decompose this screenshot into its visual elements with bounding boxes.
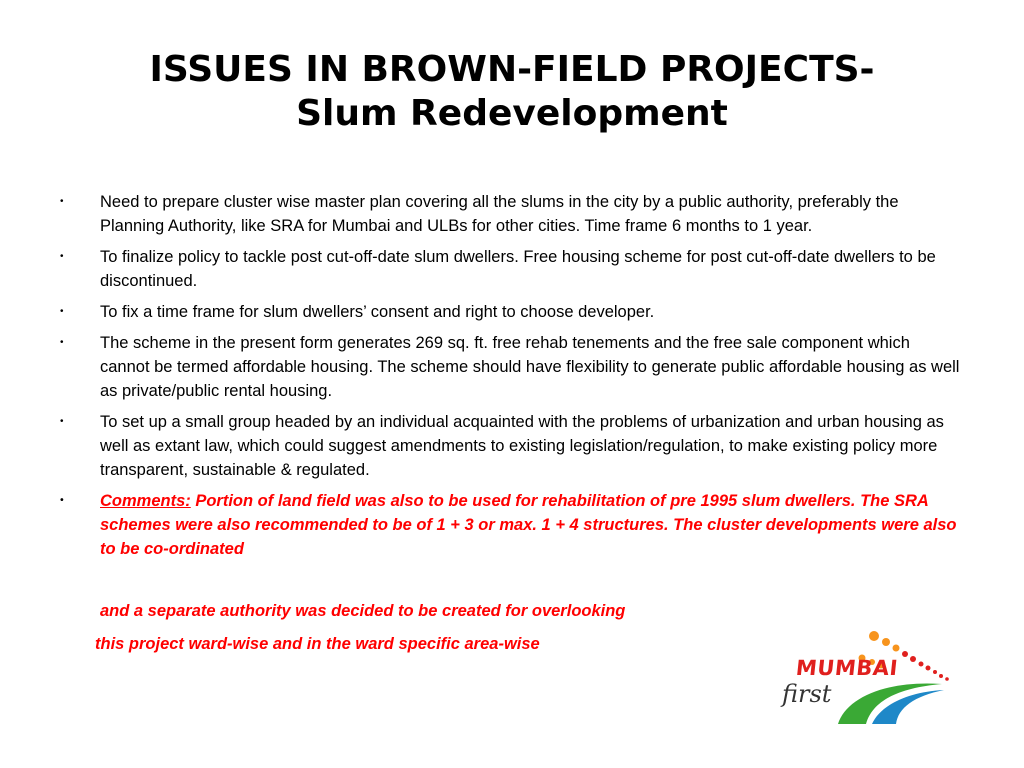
comment-text: Portion of land field was also to be used for rehabilitation of pre 1995 slum dwellers. The SRA schemes were also recommended to be of 1 + 3 or max. 1 + 4 structures. The cluster developments were also to be co-ordinated <box>100 492 957 558</box>
bullet-text: To finalize policy to tackle post cut-off-date slum dwellers. Free housing scheme for post cut-off-date dwellers to be discontinued. <box>100 248 936 290</box>
bullet-dot: • <box>60 416 64 427</box>
bullet-text: To set up a small group headed by an individual acquainted with the problems of urbanization and urban housing as well as extant law, which could suggest amendments to existing legislation/regulation, to make existing policy more transparent, sustainable & regulated. <box>100 413 944 479</box>
bullet-text: To fix a time frame for slum dwellers’ consent and right to choose developer. <box>100 303 655 321</box>
bullet-text: The scheme in the present form generates 269 sq. ft. free rehab tenements and the free sale component which cannot be termed affordable housing. The scheme should have flexibility to generate public affordable housing as well as private/public rental housing. <box>100 334 960 400</box>
mumbai-first-logo <box>776 628 956 728</box>
bullet-item <box>0 300 962 324</box>
bullet-text: Need to prepare cluster wise master plan covering all the slums in the city by a public authority, preferably the Planning Authority, like SRA for Mumbai and ULBs for other cities. Time frame 6 months to 1 year. <box>100 193 899 235</box>
bullet-item <box>0 245 962 293</box>
comment-continuation-2: this project ward-wise and in the ward specific area-wise <box>95 635 540 653</box>
comment-continuation-1: and a separate authority was decided to be created for overlooking <box>100 602 626 620</box>
title-line-2: Slum Redevelopment <box>296 93 728 134</box>
bullet-dot: • <box>60 251 64 262</box>
slide-title <box>0 48 1024 136</box>
title-line-1: ISSUES IN BROWN-FIELD PROJECTS- <box>149 49 875 90</box>
comment-label: Comments: <box>100 492 191 510</box>
logo-subword: first <box>782 680 832 708</box>
bullet-item <box>0 331 962 403</box>
bullet-item <box>0 410 962 482</box>
bullet-dot: • <box>60 196 64 207</box>
bullet-dot: • <box>60 306 64 317</box>
logo-wordmark: MUMBAI <box>794 656 900 680</box>
comment-bullet <box>0 489 962 561</box>
bullet-list <box>0 190 1024 568</box>
bullet-dot: • <box>60 495 64 506</box>
bullet-dot: • <box>60 337 64 348</box>
bullet-item <box>0 190 962 238</box>
